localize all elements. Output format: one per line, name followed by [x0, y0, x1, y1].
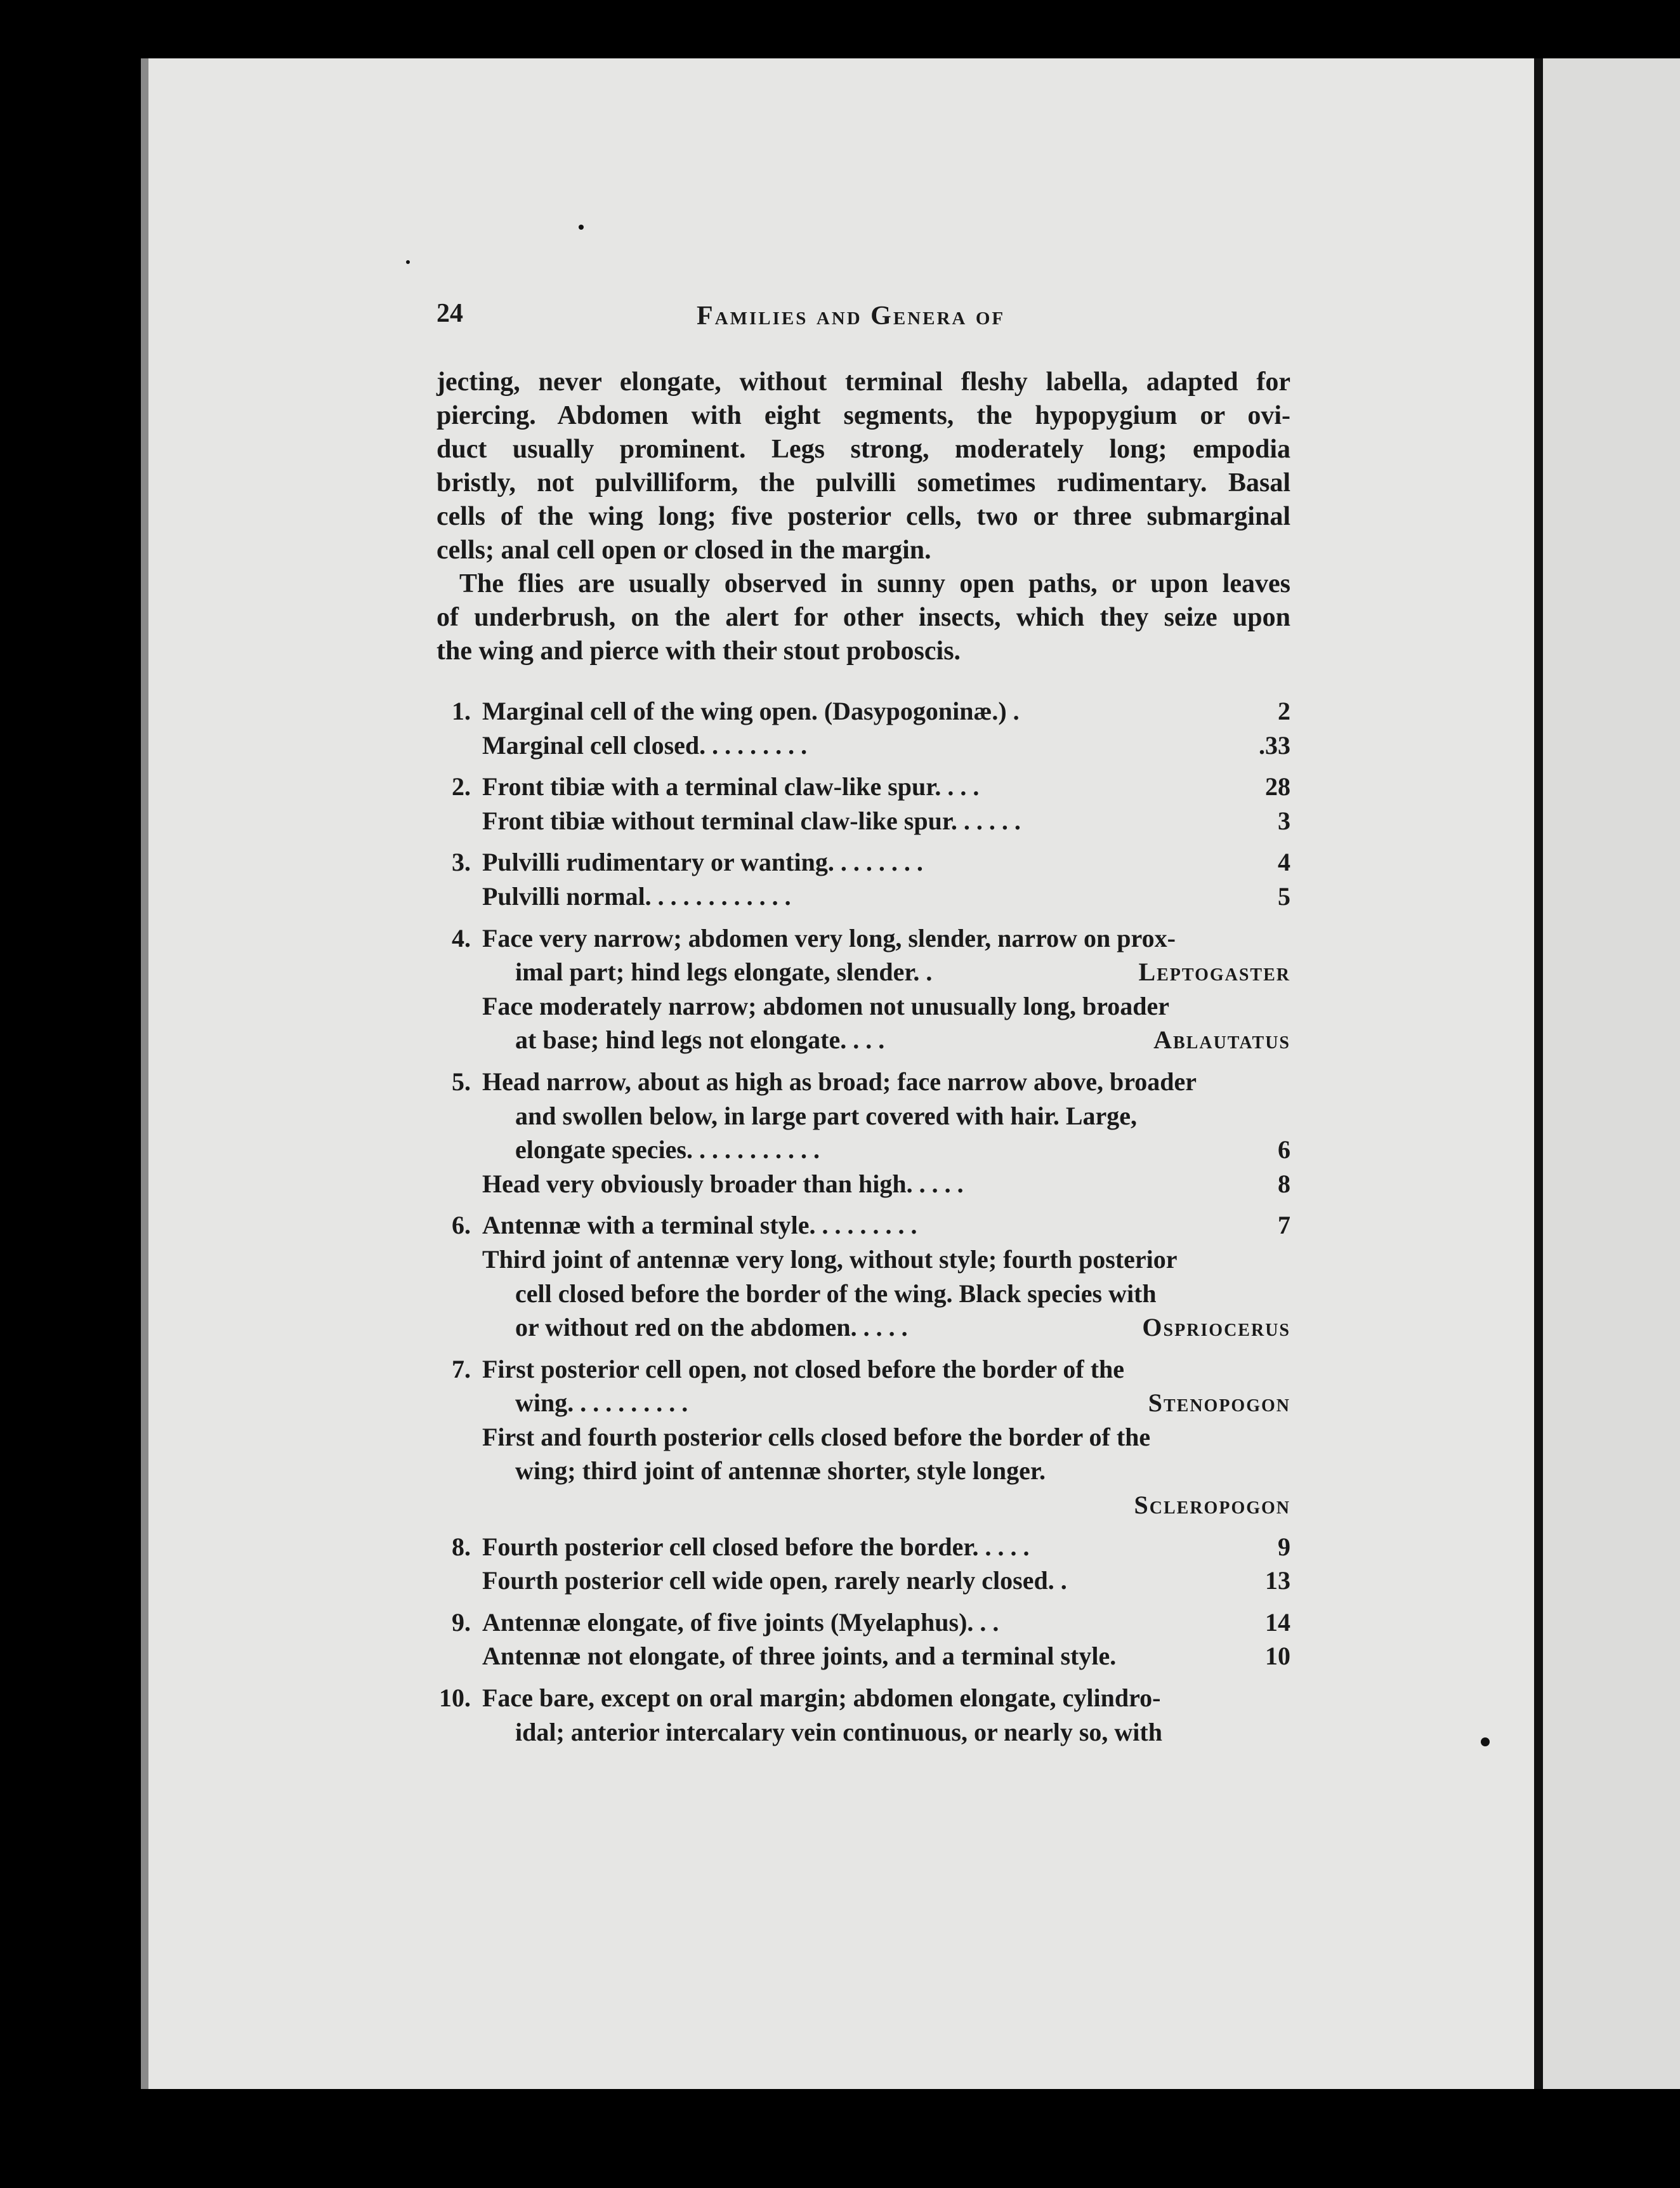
key-entry — [420, 1242, 1290, 1277]
key-entry — [420, 1454, 1290, 1488]
key-entry — [420, 1386, 1290, 1420]
couplet-number: 2. — [452, 772, 471, 801]
key-couplet-gap — [420, 1598, 1290, 1605]
key-text: Front tibiæ without terminal claw-like spur. . . . . . — [482, 806, 1021, 835]
lead-reference: 4 — [1278, 848, 1290, 877]
key-entry — [420, 1208, 1290, 1242]
key-entry — [420, 728, 1290, 763]
key-entry — [420, 921, 1290, 956]
lead-reference: 28 — [1265, 772, 1290, 801]
key-couplet-gap — [420, 1673, 1290, 1681]
key-entry — [420, 1488, 1290, 1522]
key-entry — [420, 804, 1290, 838]
text-line: the wing and pierce with their stout proboscis. — [436, 636, 961, 666]
identification-key — [420, 694, 1290, 1749]
key-entry — [420, 694, 1290, 728]
text-line: cells of the wing long; five posterior cells, two or three submarginal — [436, 502, 1290, 531]
intro-text — [436, 366, 1290, 668]
couplet-number: 4. — [452, 923, 471, 952]
key-text: Marginal cell of the wing open. (Dasypogoninæ.) . — [482, 697, 1020, 725]
text-line: bristly, not pulvilliform, the pulvilli sometimes rudimentary. Basal — [436, 468, 1290, 498]
lead-reference: 3 — [1278, 806, 1290, 835]
key-entry — [420, 1167, 1290, 1201]
key-text: Fourth posterior cell wide open, rarely nearly closed. . — [482, 1566, 1067, 1595]
couplet-number: 5. — [452, 1067, 471, 1096]
text-line: The flies are usually observed in sunny open paths, or upon leaves — [459, 569, 1290, 598]
key-text: Head very obviously broader than high. . . . . — [482, 1169, 964, 1198]
page-number: 24 — [436, 299, 463, 328]
couplet-number: 6. — [452, 1211, 471, 1240]
key-text: Antennæ elongate, of five joints (Myelaphus). . . — [482, 1607, 999, 1637]
text-line: duct usually prominent. Legs strong, moderately long; empodia — [436, 435, 1290, 464]
key-couplet-gap — [420, 762, 1290, 770]
key-couplet-gap — [420, 1201, 1290, 1208]
lead-reference: 13 — [1265, 1566, 1290, 1595]
key-text: Third joint of antennæ very long, without style; fourth posterior — [482, 1244, 1178, 1274]
key-text: Pulvilli normal. . . . . . . . . . . . — [482, 881, 791, 911]
key-text: wing. . . . . . . . . . — [515, 1388, 688, 1418]
genus-name: Scleropogon — [1134, 1491, 1290, 1520]
key-entry — [420, 1133, 1290, 1167]
key-text: at base; hind legs not elongate. . . . — [515, 1025, 885, 1055]
key-couplet-gap — [420, 914, 1290, 921]
key-text: Fourth posterior cell closed before the border. . . . . — [482, 1532, 1030, 1561]
key-entry — [420, 1681, 1290, 1715]
key-text: Pulvilli rudimentary or wanting. . . . . . . . — [482, 848, 923, 877]
key-text: Antennæ not elongate, of three joints, and a terminal style. — [482, 1642, 1117, 1671]
key-entry — [420, 955, 1290, 989]
key-text: Antennæ with a terminal style. . . . . . . . . — [482, 1211, 917, 1240]
lead-reference: 7 — [1278, 1211, 1290, 1240]
key-entry — [420, 1023, 1290, 1057]
key-entry — [420, 1530, 1290, 1564]
key-text: Front tibiæ with a terminal claw-like spur. . . . — [482, 772, 980, 801]
key-couplet-gap — [420, 1522, 1290, 1530]
lead-reference: 8 — [1278, 1169, 1290, 1198]
couplet-number: 10. — [439, 1684, 471, 1713]
paragraph-2 — [436, 567, 1290, 668]
lead-reference: 2 — [1278, 697, 1290, 725]
text-line: of underbrush, on the alert for other insects, which they seize upon — [436, 603, 1290, 632]
key-couplet-gap — [420, 1345, 1290, 1352]
key-entry — [420, 1605, 1290, 1640]
key-text: Face bare, except on oral margin; abdomen elongate, cylindro- — [482, 1684, 1161, 1713]
key-entry — [420, 845, 1290, 880]
page-header — [436, 298, 1287, 336]
couplet-number: 3. — [452, 848, 471, 877]
key-entry — [420, 1277, 1290, 1311]
paragraph-1 — [436, 366, 1290, 567]
text-line: cells; anal cell open or closed in the margin. — [436, 536, 931, 565]
key-entry — [420, 1420, 1290, 1454]
key-entry — [420, 1639, 1290, 1673]
key-entry — [420, 1099, 1290, 1133]
key-text: or without red on the abdomen. . . . . — [515, 1313, 908, 1342]
key-text: wing; third joint of antennæ shorter, style longer. — [515, 1456, 1046, 1486]
genus-name: Leptogaster — [1138, 958, 1290, 987]
lead-reference: 9 — [1278, 1532, 1290, 1561]
key-entry — [420, 1715, 1290, 1750]
key-entry — [420, 1352, 1290, 1387]
key-entry — [420, 989, 1290, 1024]
key-text: Marginal cell closed. . . . . . . . . — [482, 730, 808, 760]
key-entry — [420, 880, 1290, 914]
print-speck — [406, 260, 410, 264]
genus-name: Ospriocerus — [1142, 1313, 1290, 1342]
key-entry — [420, 1564, 1290, 1598]
text-line: piercing. Abdomen with eight segments, the hypopygium or ovi- — [436, 401, 1290, 430]
lead-reference: 14 — [1265, 1607, 1290, 1637]
couplet-number: 1. — [452, 697, 471, 725]
key-text: idal; anterior intercalary vein continuous, or nearly so, with — [515, 1717, 1162, 1746]
key-text: Head narrow, about as high as broad; face narrow above, broader — [482, 1067, 1197, 1096]
lead-reference: .33 — [1259, 730, 1290, 760]
key-text: imal part; hind legs elongate, slender. . — [515, 958, 933, 987]
genus-name: Ablautatus — [1153, 1025, 1290, 1055]
text-line: jecting, never elongate, without terminal fleshy labella, adapted for — [436, 367, 1290, 397]
couplet-number: 7. — [452, 1354, 471, 1383]
key-entry — [420, 1310, 1290, 1345]
key-text: elongate species. . . . . . . . . . . — [515, 1135, 820, 1164]
key-text: cell closed before the border of the wing. Black species with — [515, 1279, 1157, 1308]
couplet-number: 8. — [452, 1532, 471, 1561]
page-gutter — [1534, 58, 1543, 2089]
key-entry — [420, 1065, 1290, 1099]
key-couplet-gap — [420, 838, 1290, 845]
key-text: First posterior cell open, not closed before the border of the — [482, 1354, 1125, 1383]
lead-reference: 6 — [1278, 1135, 1290, 1164]
key-text: Face moderately narrow; abdomen not unusually long, broader — [482, 991, 1169, 1020]
key-text: and swollen below, in large part covered with hair. Large, — [515, 1101, 1137, 1130]
key-entry — [420, 770, 1290, 804]
lead-reference: 10 — [1265, 1642, 1290, 1671]
key-text: Face very narrow; abdomen very long, slender, narrow on prox- — [482, 923, 1176, 952]
running-head: Families and Genera of — [697, 301, 1006, 331]
key-text: First and fourth posterior cells closed before the border of the — [482, 1422, 1151, 1451]
print-speck — [579, 225, 584, 230]
lead-reference: 5 — [1278, 881, 1290, 911]
genus-name: Stenopogon — [1148, 1388, 1290, 1418]
print-speck — [1481, 1737, 1490, 1746]
couplet-number: 9. — [452, 1607, 471, 1637]
facing-page-edge — [1543, 58, 1680, 2089]
key-couplet-gap — [420, 1057, 1290, 1065]
